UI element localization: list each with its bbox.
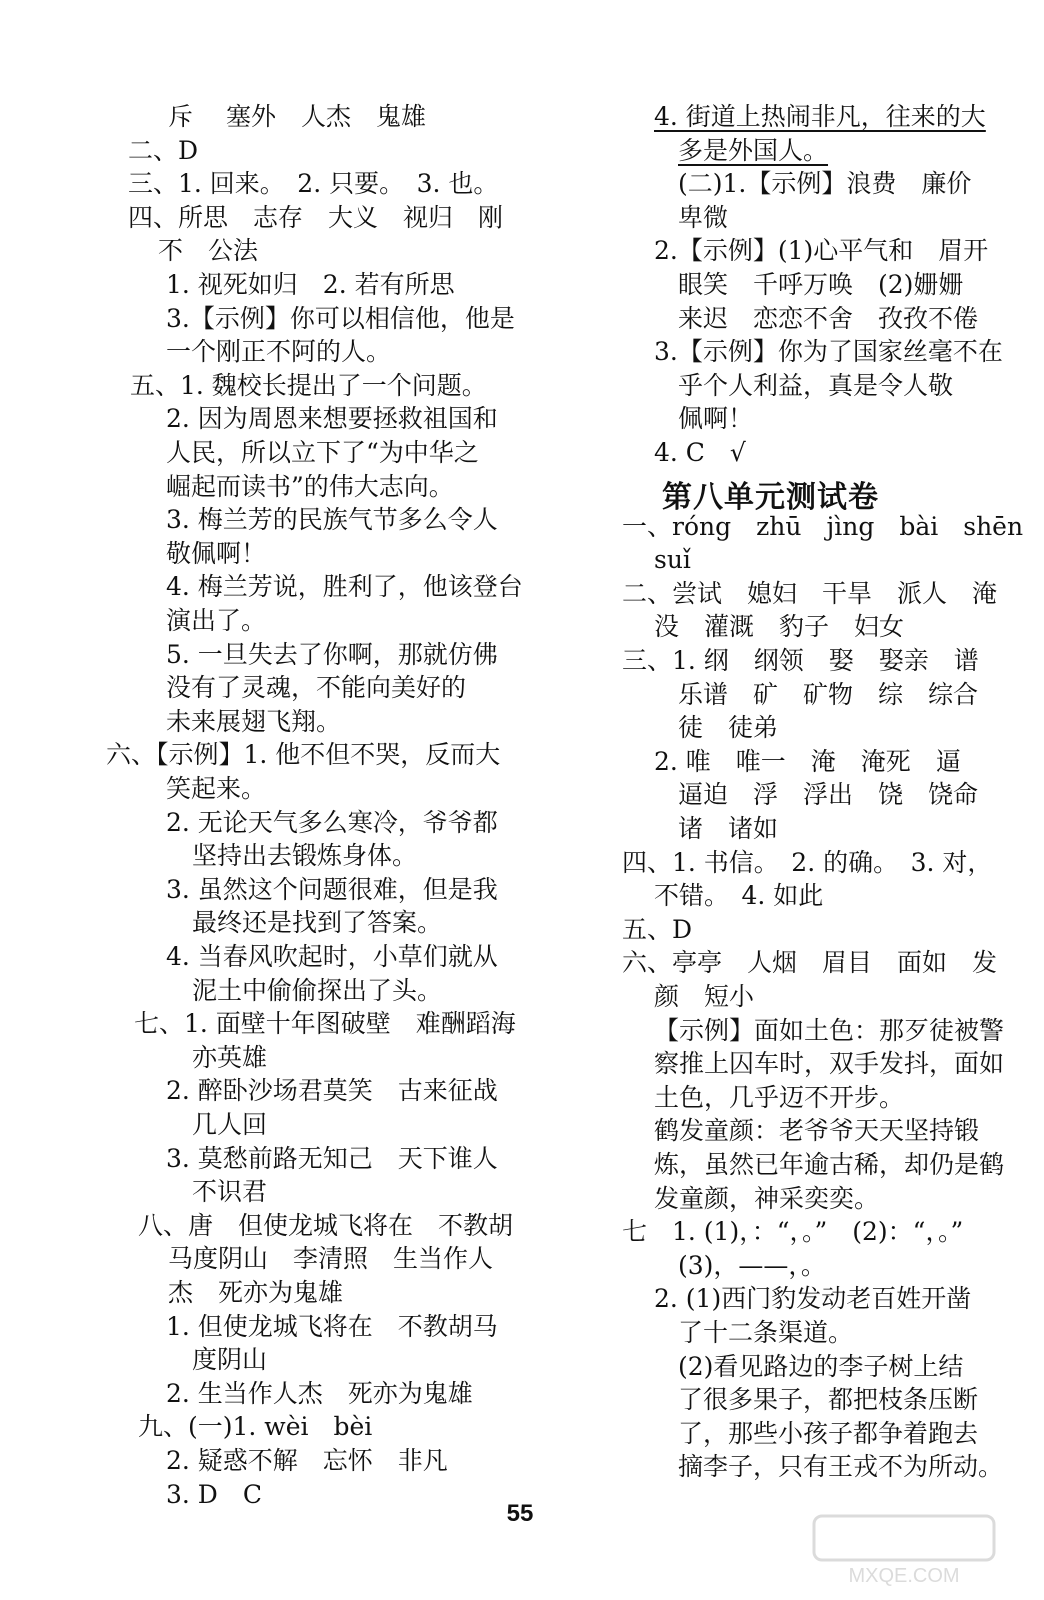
right-answer-line: 诸 诸如 (678, 814, 779, 843)
right-answer-line: 乎个人利益，真是令人敬 (678, 370, 954, 400)
left-answer-line: 杰 死亦为鬼雄 (168, 1278, 344, 1307)
right-answer-line: 眼笑 千呼万唤 (2)姗姗 (678, 270, 964, 299)
left-answer-line: 度阴山 (192, 1345, 268, 1375)
section-title: 第八单元测试卷 (662, 479, 879, 515)
right-answer-line: 逼迫 浮 浮出 饶 饶命 (678, 780, 979, 810)
left-answer-line: 演出了。 (166, 606, 267, 635)
right-answer-line: 4. C √ (654, 438, 746, 467)
right-answer-line: 二、尝试 媳妇 干旱 派人 淹 (622, 578, 998, 608)
right-answer-line: 颜 短小 (654, 982, 755, 1011)
watermark-logo (804, 1510, 1004, 1590)
page-number: 55 (506, 1500, 534, 1527)
left-answer-line: 敬佩啊！ (166, 538, 267, 568)
right-answer-line: 一、róng zhū jìng bài shēn (622, 511, 1024, 541)
right-answer-line: 佩啊！ (678, 404, 754, 434)
left-answer-line: 七、1. 面壁十年图破壁 难酬蹈海 (134, 1009, 516, 1039)
left-answer-line: 最终还是找到了答案。 (192, 908, 443, 938)
left-answer-line: 不 公法 (158, 236, 259, 266)
left-answer-line: 人民，所以立下了“为中华之 (166, 438, 479, 467)
left-answer-line: 五、1. 魏校长提出了一个问题。 (130, 370, 487, 400)
left-answer-line: 亦英雄 (192, 1042, 268, 1072)
left-answer-line: 斥 塞外 人杰 鬼雄 (168, 102, 426, 131)
right-answer-line: 了，那些小孩子都争着跑去 (678, 1418, 979, 1448)
left-answer-line: 1. 视死如归 2. 若有所思 (166, 270, 455, 299)
left-answer-line: 2. 生当作人杰 死亦为鬼雄 (166, 1378, 473, 1408)
right-answer-line: 了十二条渠道。 (678, 1318, 854, 1347)
right-answer-line: 2. 唯 唯一 淹 淹死 逼 (654, 746, 961, 776)
left-answer-line: 二、D (128, 135, 199, 165)
right-answer-line: (3)，——，。 (678, 1250, 826, 1280)
left-answer-line: 六、【示例】1. 他不但不哭，反而大 (106, 740, 501, 770)
left-answer-line: 2. 醉卧沙场君莫笑 古来征战 (166, 1076, 498, 1106)
left-answer-line: 2. 无论天气多么寒冷，爷爷都 (166, 807, 498, 837)
left-answer-line: 三、1. 回来。 2. 只要。 3. 也。 (128, 169, 499, 199)
right-answer-line: (2)看见路边的李子树上结 (678, 1351, 964, 1381)
right-answer-line: 2. (1)西门豹发动老百姓开凿 (654, 1284, 972, 1314)
right-answer-line: (二)1.【示例】浪费 廉价 (678, 169, 972, 199)
right-answer-line: 没 灌溉 豹子 妇女 (654, 612, 905, 642)
left-answer-line: 坚持出去锻炼身体。 (192, 841, 418, 871)
right-answer-line: 乐谱 矿 矿物 综 综合 (678, 679, 979, 709)
right-answer-line: 鹤发童颜：老爷爷天天坚持锻 (654, 1116, 980, 1146)
left-answer-line: 九、(一)1. wèi bèi (138, 1412, 373, 1442)
left-answer-line: 八、唐 但使龙城飞将在 不教胡 (138, 1210, 514, 1240)
left-answer-line: 2. 因为周恩来想要拯救祖国和 (166, 404, 498, 434)
left-answer-line: 3. 梅兰芳的民族气节多么令人 (166, 505, 498, 535)
right-answer-line: 七 1. (1)，：“，。” (2)：“，。” (622, 1217, 964, 1247)
left-answer-line: 未来展翅飞翔。 (166, 706, 342, 736)
right-answer-line: 炼，虽然已年逾古稀，却仍是鹤 (654, 1150, 1005, 1179)
left-answer-line: 3.【示例】你可以相信他，他是 (166, 303, 515, 333)
right-answer-line: 四、1. 书信。 2. 的确。 3. 对， (622, 847, 993, 877)
right-answer-line: 摘李子，只有王戎不为所动。 (678, 1452, 1004, 1482)
right-answer-line: suǐ (654, 545, 691, 575)
right-answer-line: 2.【示例】(1)心平气和 眉开 (654, 236, 989, 266)
left-answer-line: 马度阴山 李清照 生当作人 (168, 1244, 494, 1274)
right-answer-line: 3.【示例】你为了国家丝毫不在 (654, 337, 1003, 367)
right-answer-line: 【示例】面如土色：那歹徒被警 (654, 1015, 1005, 1045)
right-answer-line: 五、D (622, 914, 693, 944)
left-answer-line: 5. 一旦失去了你啊，那就仿佛 (166, 639, 498, 669)
left-answer-line: 3. 虽然这个问题很难，但是我 (166, 874, 498, 904)
left-answer-line: 笑起来。 (166, 774, 267, 803)
right-answer-line: 来迟 恋恋不舍 孜孜不倦 (678, 303, 979, 333)
left-answer-line: 没有了灵魂，不能向美好的 (166, 673, 467, 703)
right-answer-line: 了很多果子，都把枝条压断 (678, 1385, 979, 1415)
right-answer-line: 六、亭亭 人烟 眉目 面如 发 (622, 948, 998, 978)
svg-text:MXQE.COM: MXQE.COM (848, 1565, 960, 1587)
left-answer-line: 3. 莫愁前路无知己 天下谁人 (166, 1143, 498, 1173)
right-answer-line: 4. 街道上热闹非凡，往来的大 (654, 102, 986, 131)
left-answer-line: 4. 梅兰芳说，胜利了，他该登台 (166, 572, 523, 602)
right-answer-line: 卑微 (678, 202, 729, 232)
right-answer-line: 徒 徒弟 (678, 713, 779, 743)
left-answer-line: 几人回 (192, 1110, 268, 1139)
left-answer-line: 1. 但使龙城飞将在 不教胡马 (166, 1311, 498, 1341)
left-answer-line: 3. D C (166, 1479, 262, 1509)
left-answer-line: 不识君 (192, 1177, 268, 1207)
right-answer-line: 发童颜，神采奕奕。 (654, 1183, 880, 1213)
right-answer-line: 察推上囚车时，双手发抖，面如 (654, 1049, 1005, 1079)
right-answer-line: 土色，几乎迈不开步。 (654, 1082, 905, 1112)
left-answer-line: 4. 当春风吹起时，小草们就从 (166, 942, 498, 971)
left-answer-line: 2. 疑惑不解 忘怀 非凡 (166, 1446, 448, 1475)
left-answer-line: 崛起而读书”的伟大志向。 (166, 471, 454, 501)
left-answer-line: 泥土中偷偷探出了头。 (192, 975, 443, 1005)
right-answer-line: 三、1. 纲 纲领 娶 娶亲 谱 (622, 646, 979, 675)
right-answer-line: 多是外国人。 (678, 135, 829, 165)
right-answer-line: 不错。 4. 如此 (654, 881, 824, 911)
left-answer-line: 四、所思 志存 大义 视归 刚 (128, 202, 504, 232)
left-answer-line: 一个刚正不阿的人。 (166, 337, 392, 367)
